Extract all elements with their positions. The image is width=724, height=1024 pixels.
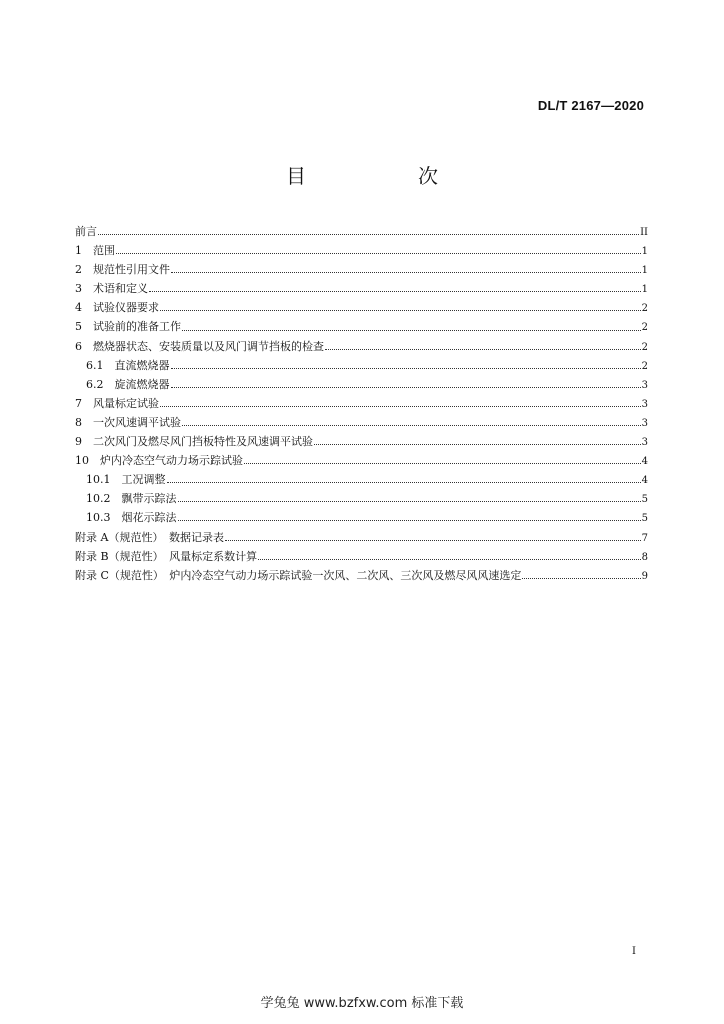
toc-entry-page: 7 (641, 532, 648, 544)
dot-leader (325, 349, 641, 350)
dot-leader (225, 540, 641, 541)
dot-leader (167, 482, 641, 483)
toc-entry-page: 1 (641, 284, 648, 296)
toc-entry-page: 1 (641, 246, 648, 258)
toc-entry-label: 10.1 工况调整 (86, 473, 166, 487)
toc-entry[interactable] (75, 470, 648, 489)
page-title: 目 次 (286, 164, 484, 188)
toc-entry-page: 2 (641, 341, 648, 353)
toc-entry-label: 2 规范性引用文件 (75, 263, 170, 277)
toc-entry-label: 9 二次风门及燃尽风门挡板特性及风速调平试验 (75, 435, 313, 449)
toc-entry-label: 6 燃烧器状态、安装质量以及风门调节挡板的检查 (75, 339, 324, 353)
toc-entry-page: 4 (641, 456, 648, 468)
dot-leader (258, 559, 641, 560)
toc-entry-label: 10.3 烟花示踪法 (86, 511, 177, 525)
toc-entry-label: 7 风量标定试验 (75, 396, 159, 410)
toc-entry-page: 1 (641, 265, 648, 277)
dot-leader (149, 291, 641, 292)
dot-leader (160, 310, 641, 311)
watermark-text: 学兔兔 www.bzfxw.com 标准下载 (260, 996, 464, 1011)
toc-entry-label: 6.1 直流燃烧器 (86, 358, 170, 372)
dot-leader (244, 463, 641, 464)
toc-entry[interactable] (75, 566, 648, 585)
toc-entry-label: 附录 C（规范性） 炉内冷态空气动力场示踪试验一次风、二次风、三次风及燃尽风风速选定 (75, 568, 522, 582)
dot-leader (178, 520, 641, 521)
dot-leader (171, 368, 641, 369)
standard-code: DL/T 2167—2020 (537, 98, 644, 113)
page-number: I (632, 946, 636, 957)
toc-entry-label: 10 炉内冷态空气动力场示踪试验 (75, 454, 243, 468)
dot-leader (98, 234, 639, 235)
toc-entry-page: 9 (641, 570, 648, 582)
toc-entry[interactable] (75, 547, 648, 566)
toc-entry-label: 3 术语和定义 (75, 282, 148, 296)
toc-entry-page: 8 (641, 551, 648, 563)
dot-leader (182, 330, 641, 331)
toc-entry-label: 5 试验前的准备工作 (75, 320, 181, 334)
dot-leader (182, 425, 641, 426)
toc-entry[interactable] (75, 375, 648, 394)
toc-entry-page: 2 (641, 322, 648, 334)
dot-leader (522, 578, 640, 579)
toc-entry[interactable] (75, 241, 648, 260)
toc-entry-label: 8 一次风速调平试验 (75, 415, 181, 429)
dot-leader (160, 406, 641, 407)
toc-entry[interactable] (75, 260, 648, 279)
toc-entry-label: 附录 A（规范性） 数据记录表 (75, 530, 224, 544)
toc-entry-label: 10.2 飘带示踪法 (86, 492, 177, 506)
toc-entry-page: 5 (641, 494, 648, 506)
toc-entry-page: 3 (641, 417, 648, 429)
toc-entry[interactable] (75, 356, 648, 375)
dot-leader (171, 272, 641, 273)
toc-entry-label: 1 范围 (75, 244, 115, 258)
table-of-contents (75, 222, 648, 585)
toc-entry[interactable] (75, 528, 648, 547)
toc-entry[interactable] (75, 413, 648, 432)
dot-leader (171, 387, 641, 388)
toc-entry[interactable] (75, 394, 648, 413)
toc-entry-label: 4 试验仪器要求 (75, 301, 159, 315)
toc-entry[interactable] (75, 451, 648, 470)
dot-leader (178, 501, 641, 502)
toc-entry-page: 2 (641, 303, 648, 315)
dot-leader (116, 253, 641, 254)
toc-entry[interactable] (75, 337, 648, 356)
dot-leader (314, 444, 641, 445)
toc-entry[interactable] (75, 317, 648, 336)
toc-entry-label: 附录 B（规范性） 风量标定系数计算 (75, 549, 258, 563)
toc-entry-page: 3 (641, 437, 648, 449)
toc-entry[interactable] (75, 432, 648, 451)
toc-entry-page: II (640, 227, 648, 238)
toc-entry-page: 3 (641, 379, 648, 391)
toc-entry-page: 4 (641, 475, 648, 487)
toc-entry[interactable] (75, 489, 648, 508)
toc-entry[interactable] (75, 508, 648, 527)
toc-entry-label: 前言 (75, 225, 97, 238)
toc-entry[interactable] (75, 279, 648, 298)
toc-entry-page: 2 (641, 360, 648, 372)
toc-entry-label: 6.2 旋流燃烧器 (86, 377, 170, 391)
toc-entry-page: 3 (641, 398, 648, 410)
toc-entry-page: 5 (641, 513, 648, 525)
toc-entry[interactable] (75, 298, 648, 317)
toc-entry[interactable] (75, 222, 648, 241)
